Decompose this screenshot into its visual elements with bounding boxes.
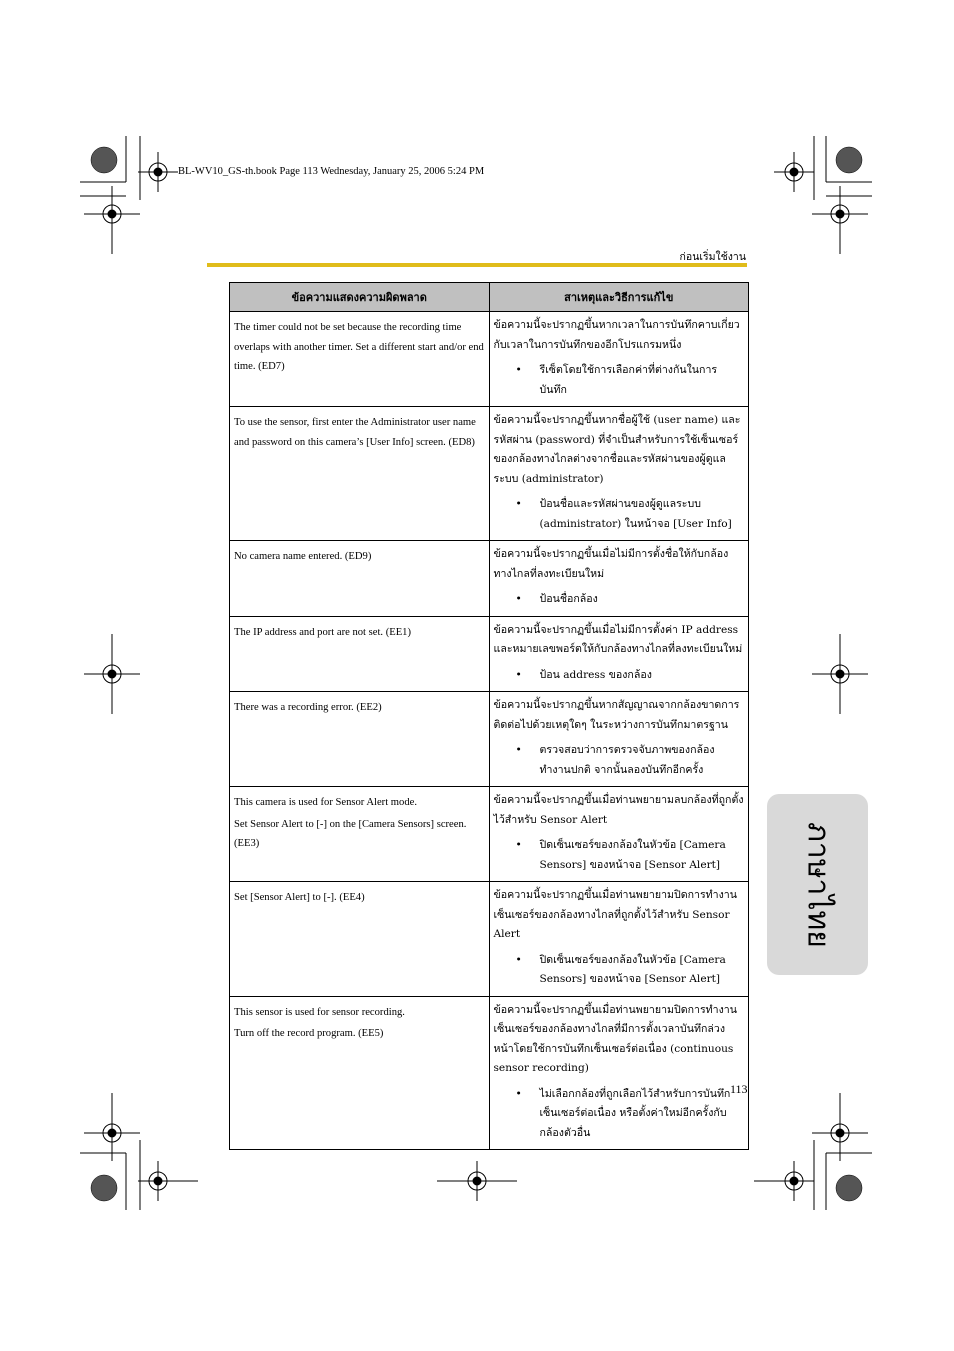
solution-bullet — [494, 836, 745, 875]
language-side-tab — [767, 794, 868, 975]
cause-text: ข้อความนี้จะปรากฏขึ้นหากสัญญาณจากกล้องขาดการติดต่อไปด้วยเหตุใดๆ ในระหว่างการบันทึกมาตรฐาน — [493, 699, 740, 731]
solution-text: ไม่เลือกกล้องที่ถูกเลือกไว้สำหรับการบันทึกเซ็นเซอร์ต่อเนื่อง หรือตั้งค่าใหม่อีกครั้งกับกล้องตัวอื่น — [539, 1087, 731, 1139]
bullet-icon: • — [515, 593, 522, 605]
table-row — [230, 616, 749, 692]
error-message-text: Set [Sensor Alert] to [-]. (EE4) — [234, 892, 365, 903]
side-tab-label: ภาษาไทย — [800, 821, 835, 948]
solution-text: ปิดเซ็นเซอร์ของกล้องในหัวข้อ [Camera Sensors] ของหน้าจอ [Sensor Alert] — [539, 953, 726, 985]
cause-text: ข้อความนี้จะปรากฏขึ้นหากเวลาในการบันทึกคาบเกี่ยวกับเวลาในการบันทึกของอีกโปรแกรมหนึ่ง — [493, 319, 740, 351]
error-message-text: No camera name entered. (ED9) — [234, 551, 372, 562]
table-body — [230, 312, 749, 1150]
bullet-icon: • — [515, 498, 522, 510]
table-row — [230, 312, 749, 407]
solution-bullet — [494, 361, 745, 400]
cause-text: ข้อความนี้จะปรากฏขึ้นเมื่อท่านพยายามปิดการทำงานเซ็นเซอร์ของกล้องทางไกลที่มีการตั้งเวลาบันทึกล่วงหน้าโดยใช้การบันทึกเซ็นเซอร์ต่อเนื่อง (continuous sensor recording) — [493, 1003, 737, 1074]
solution-bullet — [494, 666, 745, 686]
solution-text: ตรวจสอบว่าการตรวจจับภาพของกล้องทำงานปกติ จากนั้นลองบันทึกอีกครั้ง — [539, 744, 715, 776]
table-row — [230, 787, 749, 882]
error-message-text: This sensor is used for sensor recording. — [234, 1006, 405, 1018]
column-header-message: ข้อความแสดงความผิดพลาด — [230, 283, 490, 312]
table-row — [230, 407, 749, 541]
solution-bullet — [494, 951, 745, 990]
bullet-icon: • — [515, 953, 522, 966]
error-message-cell — [230, 996, 490, 1150]
error-message-cell — [230, 312, 490, 407]
cause-text: ข้อความนี้จะปรากฏขึ้นเมื่อไม่มีการตั้งค่า IP address และหมายเลขพอร์ตให้กับกล้องทางไกลที่ลงทะเบียนใหม่ — [493, 623, 743, 655]
error-message-text: Turn off the record program. (EE5) — [234, 1028, 384, 1039]
error-message-cell — [230, 692, 490, 787]
error-message-cell — [230, 882, 490, 997]
bullet-icon: • — [515, 839, 522, 851]
solution-text: ป้อน address ของกล้อง — [539, 668, 652, 681]
cause-solution-cell — [489, 692, 749, 787]
error-message-cell — [230, 407, 490, 541]
solution-text: ปิดเซ็นเซอร์ของกล้องในหัวข้อ [Camera Sensors] ของหน้าจอ [Sensor Alert] — [539, 839, 726, 871]
error-message-cell — [230, 616, 490, 692]
solution-bullet — [494, 741, 745, 780]
bullet-icon: • — [515, 1087, 522, 1100]
error-message-text: The IP address and port are not set. (EE1) — [234, 626, 411, 638]
error-message-cell — [230, 787, 490, 882]
table-header-row — [230, 283, 749, 312]
solution-bullet — [494, 495, 745, 534]
cause-solution-cell — [489, 787, 749, 882]
solution-bullet — [494, 1085, 745, 1144]
cause-solution-cell — [489, 407, 749, 541]
error-message-text: This camera is used for Sensor Alert mode. — [234, 797, 417, 808]
solution-text: รีเซ็ตโดยใช้การเลือกค่าที่ต่างกันในการบันทึก — [539, 364, 718, 396]
error-message-text: Set Sensor Alert to [-] on the [Camera Sensors] screen. (EE3) — [234, 818, 467, 849]
error-message-text: The timer could not be set because the recording time overlaps with another timer. Set a different start and/or end time. (ED7) — [234, 322, 484, 372]
cause-text: ข้อความนี้จะปรากฏขึ้นเมื่อท่านพยายามปิดการทำงานเซ็นเซอร์ของกล้องทางไกลที่ถูกตั้งไว้สำหรับ Sensor Alert — [493, 889, 737, 940]
cause-solution-cell — [489, 996, 749, 1150]
table-row — [230, 882, 749, 997]
table-row — [230, 541, 749, 617]
error-message-text: To use the sensor, first enter the Administrator user name and password on this camera’s [User Info] screen. (ED8) — [234, 417, 476, 448]
cause-text: ข้อความนี้จะปรากฏขึ้นหากชื่อผู้ใช้ (user name) และรหัสผ่าน (password) ที่จำเป็นสำหรับการใช้เซ็นเซอร์ของกล้องทางไกลต่างจากชื่อและรหัสผ่านของผู้ดูแลระบบ (administrator) — [493, 414, 741, 485]
error-message-table — [229, 282, 749, 1150]
column-header-cause: สาเหตุและวิธีการแก้ไข — [489, 283, 749, 312]
error-message-cell — [230, 541, 490, 617]
header-rule — [207, 263, 747, 267]
cause-solution-cell — [489, 312, 749, 407]
cause-solution-cell — [489, 882, 749, 997]
solution-text: ป้อนชื่อและรหัสผ่านของผู้ดูแลระบบ (administrator) ในหน้าจอ [User Info] — [539, 498, 732, 530]
table-row — [230, 692, 749, 787]
solution-bullet — [494, 590, 745, 610]
page-number: 113 — [730, 1082, 748, 1096]
solution-text: ป้อนชื่อกล้อง — [539, 593, 598, 605]
cause-solution-cell — [489, 541, 749, 617]
book-header: BL-WV10_GS-th.book Page 113 Wednesday, January 25, 2006 5:24 PM — [178, 166, 485, 177]
bullet-icon: • — [515, 668, 522, 681]
table-row — [230, 996, 749, 1150]
cause-text: ข้อความนี้จะปรากฏขึ้นเมื่อท่านพยายามลบกล้องที่ถูกตั้งไว้สำหรับ Sensor Alert — [493, 794, 744, 826]
bullet-icon: • — [515, 364, 522, 376]
bullet-icon: • — [515, 744, 522, 756]
error-message-text: There was a recording error. (EE2) — [234, 702, 382, 713]
cause-text: ข้อความนี้จะปรากฏขึ้นเมื่อไม่มีการตั้งชื่อให้กับกล้องทางไกลที่ลงทะเบียนใหม่ — [493, 548, 729, 580]
section-label: ก่อนเริ่มใช้งาน — [679, 251, 746, 263]
cause-solution-cell — [489, 616, 749, 692]
